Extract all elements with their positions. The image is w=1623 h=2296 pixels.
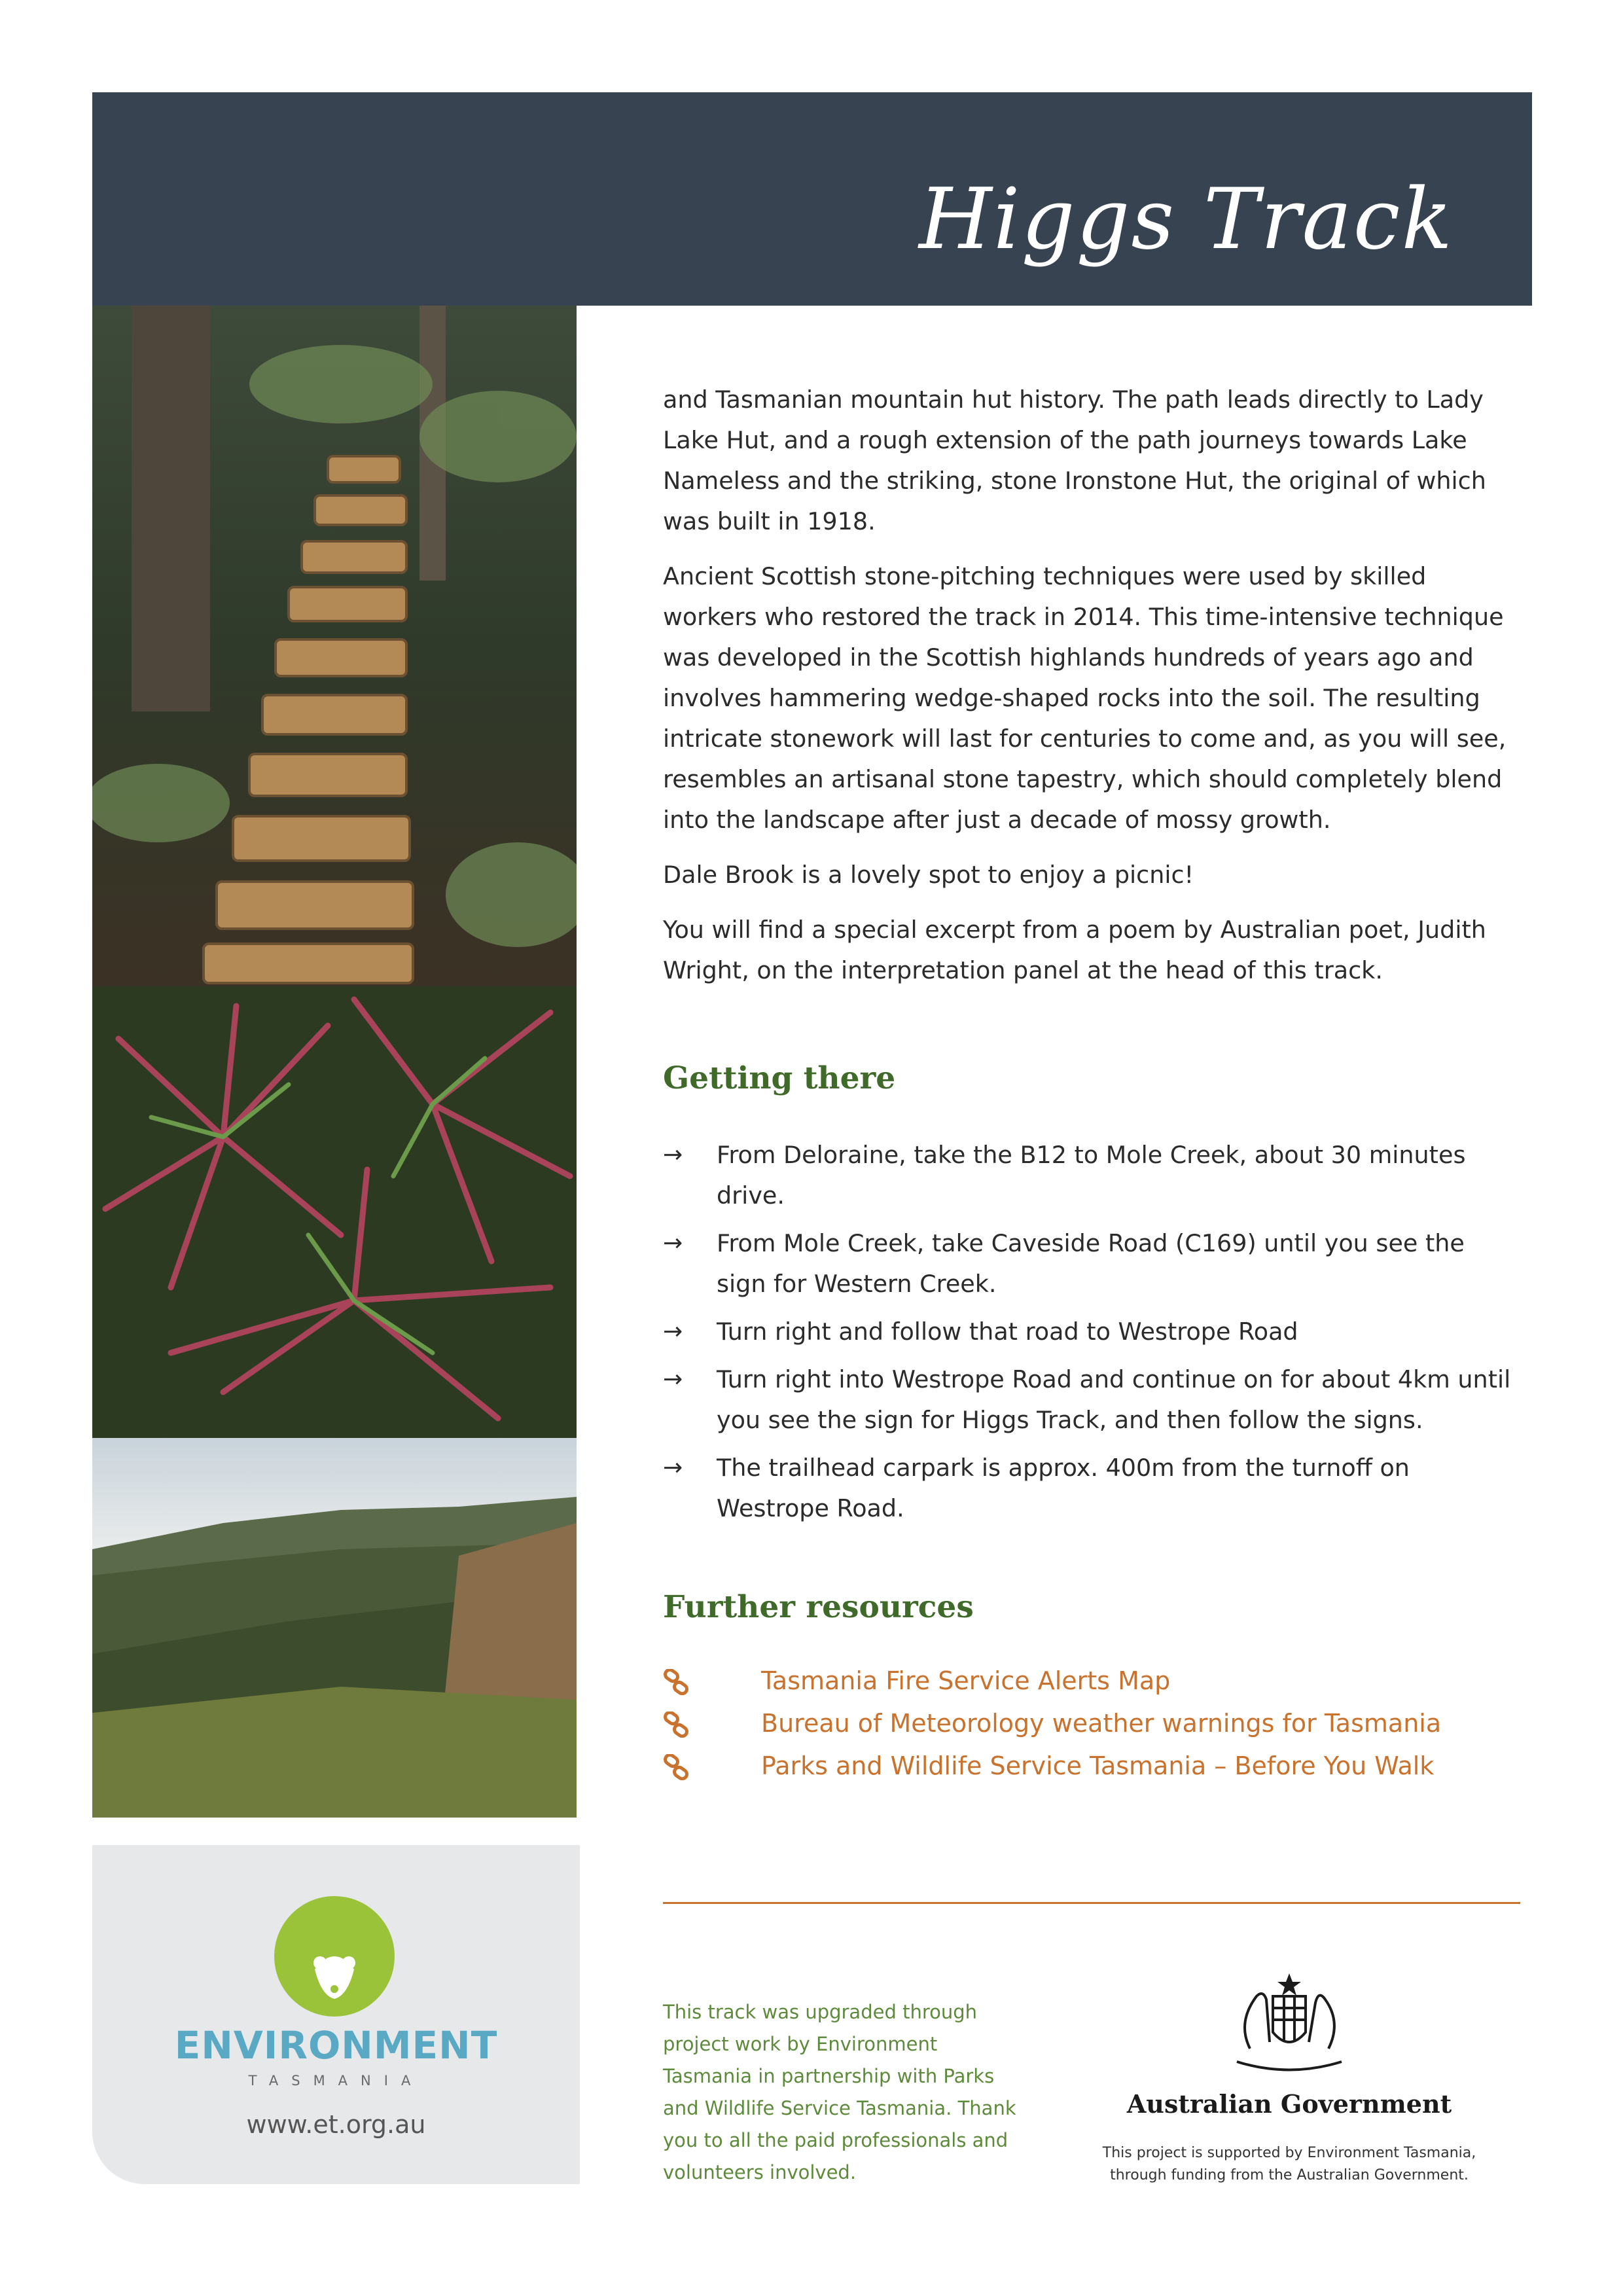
australian-government-block xyxy=(1086,1970,1492,2187)
resource-link-label[interactable]: Parks and Wildlife Service Tasmania – Before You Walk xyxy=(761,1751,1435,1780)
arrow-right-icon: → xyxy=(663,1454,683,1481)
further-resources-heading: Further resources xyxy=(663,1589,974,1625)
website-url[interactable]: www.et.org.au xyxy=(246,2110,426,2139)
header-banner xyxy=(92,92,1532,306)
getting-there-heading: Getting there xyxy=(663,1060,896,1096)
resource-link-bom-warnings[interactable] xyxy=(663,1702,1520,1745)
page-title: Higgs Track xyxy=(919,171,1454,268)
resource-link-parks-before-you-walk[interactable] xyxy=(663,1745,1520,1787)
body-text xyxy=(663,380,1520,1005)
arrow-right-icon: → xyxy=(663,1318,683,1345)
list-item xyxy=(663,1135,1520,1216)
photo-stone-stairs xyxy=(92,306,577,986)
government-name: Australian Government xyxy=(1126,2089,1452,2119)
photo-spiky-plant xyxy=(92,986,577,1438)
paragraph: and Tasmanian mountain hut history. The path leads directly to Lady Lake Hut, and a rough extension of the path journeys towards Lake Nameless and the striking, stone Ironstone Hut, the original of which was built in 1918. xyxy=(663,386,1486,535)
link-icon xyxy=(663,1669,689,1695)
direction-text: Turn right into Westrope Road and continue on for about 4km until you see the sign for Higgs Track, and then follow the signs. xyxy=(717,1365,1511,1434)
footer-divider xyxy=(663,1902,1520,1904)
resource-link-fire-alerts[interactable] xyxy=(663,1660,1520,1702)
link-icon xyxy=(663,1754,689,1780)
list-item xyxy=(663,1223,1520,1304)
acknowledgement-text: This track was upgraded through project work by Environment Tasmania in partnership with Parks and Wildlife Service Tasmania. Thank you to all the paid professionals and volunteers involved. xyxy=(663,2001,1016,2183)
quoll-logo-icon xyxy=(269,1891,400,2022)
logo-wordmark: ENVIRONMENT xyxy=(174,2023,498,2068)
directions-list xyxy=(663,1135,1520,1536)
photo-valley-view xyxy=(92,1438,577,1818)
logo-subtitle: TASMANIA xyxy=(248,2073,424,2089)
list-item xyxy=(663,1312,1520,1352)
paragraph: Dale Brook is a lovely spot to enjoy a picnic! xyxy=(663,861,1194,889)
direction-text: From Mole Creek, take Caveside Road (C169) until you see the sign for Western Creek. xyxy=(717,1229,1465,1298)
list-item xyxy=(663,1448,1520,1529)
paragraph: Ancient Scottish stone-pitching techniques were used by skilled workers who restored the track in 2014. This time-intensive technique was developed in the Scottish highlands hundreds of years ago and involves hammering wedge-shaped rocks into the soil. The resulting intricate stonework will last for centuries to come and, as you will see, resembles an artisanal stone tapestry, which should completely blend into the landscape after just a decade of mossy growth. xyxy=(663,562,1507,834)
arrow-right-icon: → xyxy=(663,1230,683,1257)
funding-note: This project is supported by Environment Tasmania, through funding from the Australian Government. xyxy=(1102,2145,1476,2183)
list-item xyxy=(663,1359,1520,1441)
arrow-right-icon: → xyxy=(663,1141,683,1168)
paragraph: You will find a special excerpt from a poem by Australian poet, Judith Wright, on the interpretation panel at the head of this track. xyxy=(663,916,1486,984)
arrow-right-icon: → xyxy=(663,1366,683,1393)
resources-list xyxy=(663,1660,1520,1787)
resource-link-label[interactable]: Tasmania Fire Service Alerts Map xyxy=(761,1666,1171,1695)
coat-of-arms-icon xyxy=(1211,1970,1368,2081)
direction-text: From Deloraine, take the B12 to Mole Creek, about 30 minutes drive. xyxy=(717,1141,1466,1210)
environment-tasmania-logo-panel xyxy=(92,1845,580,2184)
link-icon xyxy=(663,1712,689,1738)
direction-text: The trailhead carpark is approx. 400m from the turnoff on Westrope Road. xyxy=(717,1454,1410,1522)
resource-link-label[interactable]: Bureau of Meteorology weather warnings for Tasmania xyxy=(761,1709,1442,1738)
photo-sidebar xyxy=(92,306,577,2184)
direction-text: Turn right and follow that road to Westrope Road xyxy=(717,1318,1298,1346)
